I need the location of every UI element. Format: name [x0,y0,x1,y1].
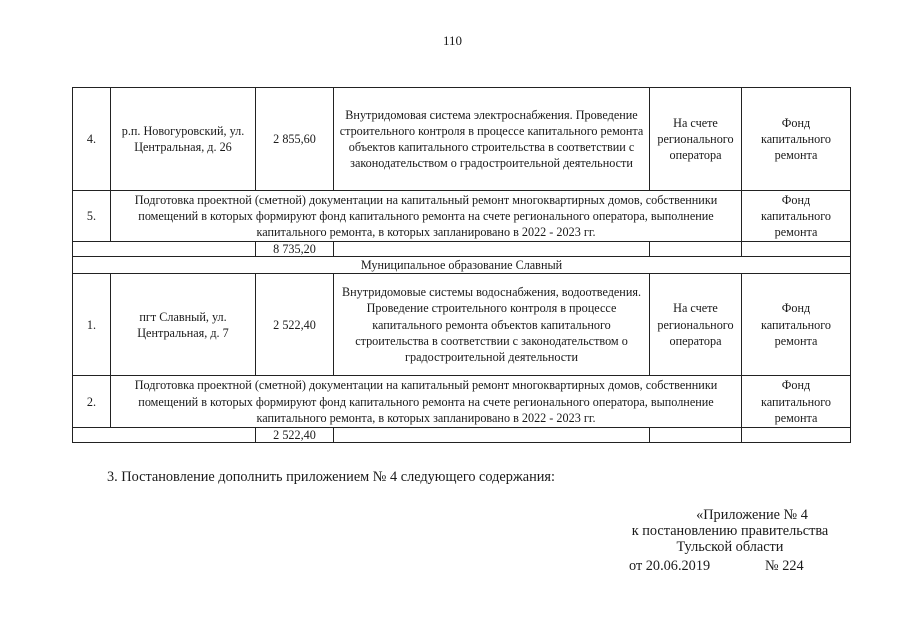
row-address: р.п. Новогуровский, ул. Центральная, д. 26 [111,88,256,191]
row-address: пгт Славный, ул. Центральная, д. 7 [111,274,256,376]
table-row-total [73,428,851,443]
total-blank [650,242,742,257]
row-number: 4. [73,88,111,191]
row-work-description: Внутридомовая система электроснабжения. Проведение строительного контроля в процессе капитального ремонта объектов капитального строительства в соответствии с законодательством о градостроительной деятельности [334,88,650,191]
total-blank [334,242,650,257]
municipality-title: Муниципальное образование Славный [73,257,851,274]
appendix-region: Тульской области [676,539,784,555]
appendix-header [600,507,860,555]
table-row [73,274,851,376]
row-account: На счете регионального оператора [650,88,742,191]
row-fund: Фонд капитального ремонта [742,88,851,191]
appendix-reference: к постановлению правительства [631,523,829,539]
amendment-paragraph: 3. Постановление дополнить приложением № 4 следующего содержания: [107,469,555,485]
row-total-amount: 8 735,20 [256,242,334,257]
row-amount: 2 855,60 [256,88,334,191]
row-number: 5. [73,191,111,242]
row-work-description: Внутридомовые системы водоснабжения, водоотведения. Проведение строительного контроля в процессе капитального ремонта объектов капитального строительства в соответствии с законодательством о градостроительной деятельности [334,274,650,376]
row-amount: 2 522,40 [256,274,334,376]
row-number: 1. [73,274,111,376]
table-row [73,376,851,428]
row-total-amount: 2 522,40 [256,428,334,443]
row-fund: Фонд капитального ремонта [742,191,851,242]
row-account: На счете регионального оператора [650,274,742,376]
total-blank [73,428,256,443]
appendix-title: «Приложение № 4 [696,507,808,523]
total-blank [742,242,851,257]
table-row-municipality [73,257,851,274]
table-row [73,88,851,191]
total-blank [742,428,851,443]
row-project-description: Подготовка проектной (сметной) документации на капитальный ремонт многоквартирных домов, собственники помещений в которых формируют фонд капитального ремонта на счете регионального оператора, выполнение капитального ремонта, в которых запланировано в 2022 - 2023 гг. [111,376,742,428]
row-fund: Фонд капитального ремонта [742,376,851,428]
total-blank [650,428,742,443]
row-fund: Фонд капитального ремонта [742,274,851,376]
total-blank [73,242,256,257]
total-blank [334,428,650,443]
program-table [72,87,851,443]
decree-number: № 224 [765,558,804,574]
row-number: 2. [73,376,111,428]
table-row-total [73,242,851,257]
page-number: 110 [442,33,463,48]
table-row [73,191,851,242]
decree-date: от 20.06.2019 [629,558,711,574]
row-project-description: Подготовка проектной (сметной) документации на капитальный ремонт многоквартирных домов, собственники помещений в которых формируют фонд капитального ремонта на счете регионального оператора, выполнение капитального ремонта, в которых запланировано в 2022 - 2023 гг. [111,191,742,242]
